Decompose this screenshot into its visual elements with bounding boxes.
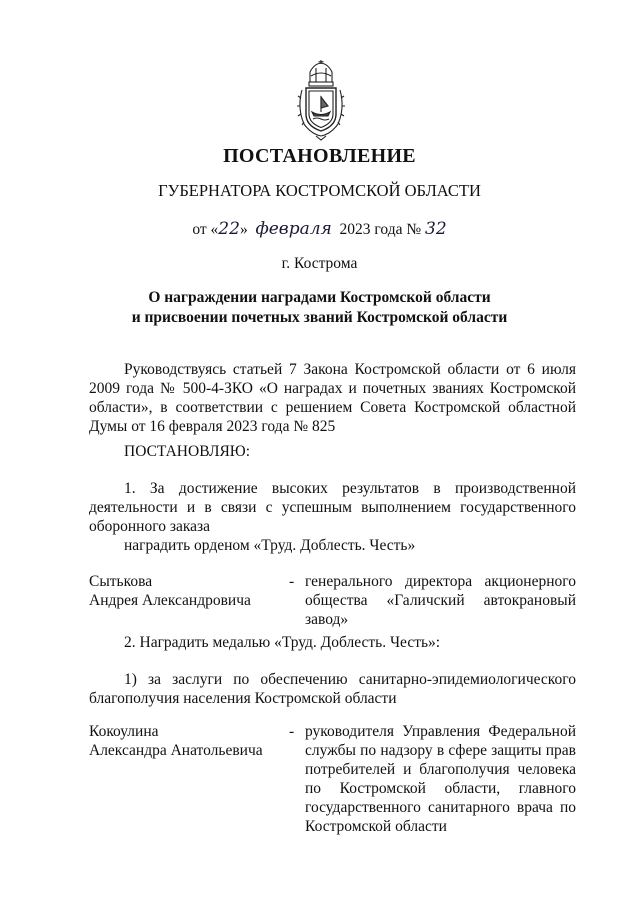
- awardee-1-position: генерального директора акционерного общества «Галичский автокрановый завод»: [305, 573, 576, 628]
- subject-line-2: и присвоении почетных званий Костромской области: [131, 309, 508, 326]
- year-text: 2023 года №: [339, 221, 422, 238]
- date-prefix: от «: [192, 221, 219, 238]
- city-line: г. Кострома: [281, 255, 358, 272]
- item-1-paragraph: 1. За достижение высоких результатов в производственной деятельности и в связи с успешным выполнением государственного оборонного заказа: [89, 480, 576, 535]
- preamble-paragraph: Руководствуясь статьей 7 Закона Костромской области от 6 июля 2009 года № 500-4-ЗКО «О наградах и почетных званиях Костромской области», в соответствии с решением Совета Костромской областной Думы от 16 февраля 2023 года № 825: [89, 361, 576, 435]
- resolve-heading: ПОСТАНОВЛЯЮ:: [124, 443, 251, 460]
- item-2-paragraph: 2. Наградить медалью «Труд. Доблесть. Честь»:: [124, 634, 441, 651]
- item-2-1-paragraph: 1) за заслуги по обеспечению санитарно-эпидемиологического благополучия населения Костромской области: [89, 671, 576, 707]
- awardee-2-name: [89, 722, 279, 760]
- handwritten-month: февраля: [255, 219, 332, 239]
- coat-of-arms-emblem: [296, 60, 346, 142]
- item-1-award-line: наградить орденом «Труд. Доблесть. Честь»: [124, 537, 416, 554]
- awardee-2-surname: Кокоулина: [89, 723, 159, 740]
- awardee-1-dash: -: [289, 573, 295, 590]
- handwritten-number: 32: [425, 219, 447, 239]
- awardee-2-given: Александра Анатольевича: [89, 742, 263, 759]
- document-subject: [0, 288, 639, 328]
- date-number-line: [0, 219, 639, 239]
- handwritten-day: 22: [218, 219, 240, 239]
- awardee-2-dash: -: [289, 723, 295, 740]
- issuer-heading: ГУБЕРНАТОРА КОСТРОМСКОЙ ОБЛАСТИ: [158, 181, 481, 200]
- awardee-1-given: Андрея Александровича: [89, 592, 251, 609]
- document-type-heading: ПОСТАНОВЛЕНИЕ: [223, 145, 416, 167]
- awardee-1-surname: Сытькова: [89, 573, 153, 590]
- date-mid: »: [239, 221, 248, 238]
- awardee-2-position: руководителя Управления Федеральной службы по надзору в сфере защиты прав потребителей и благополучия человека по Костромской области, главного государственного санитарного врача по Костромской области: [305, 723, 576, 835]
- subject-line-1: О награждении наградами Костромской области: [148, 289, 491, 306]
- awardee-1-name: [89, 572, 279, 610]
